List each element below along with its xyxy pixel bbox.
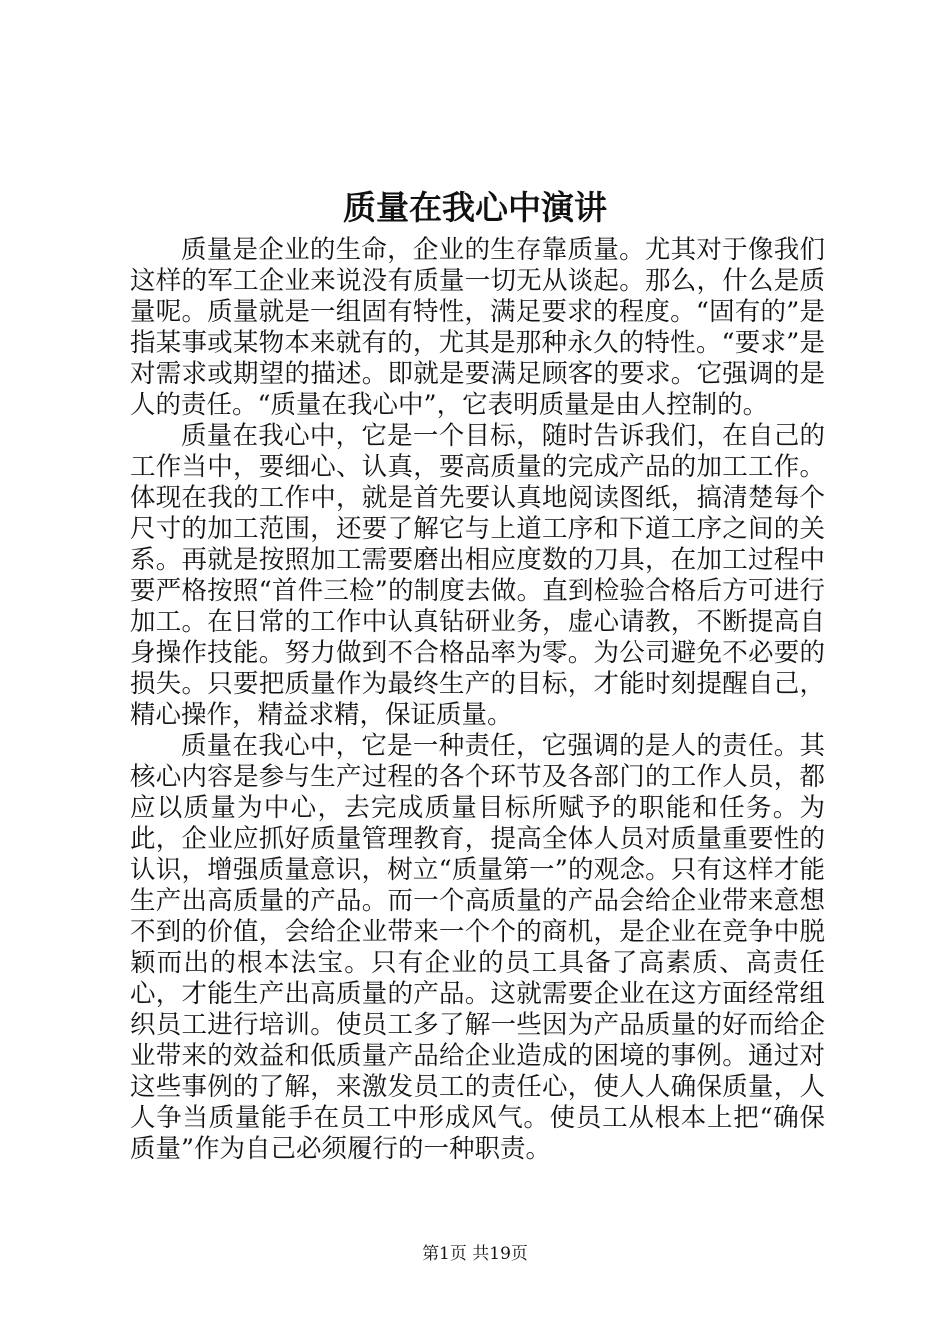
paragraph-1: 质量是企业的生命，企业的生存靠质量。尤其对于像我们这样的军工企业来说没有质量一切无从谈起。那么，什么是质量呢。质量就是一组固有特性，满足要求的程度。“固有的”是指某事或某物本来就有的，尤其是那种永久的特性。“要求”是对需求或期望的描述。即就是要满足顾客的要求。它强调的是人的责任。“质量在我心中”，它表明质量是由人控制的。 [130, 235, 825, 420]
page-footer: 第1页 共19页 [422, 1244, 528, 1264]
document-body [130, 235, 825, 1165]
document-title: 质量在我心中演讲 [343, 188, 607, 227]
paragraph-3: 质量在我心中，它是一种责任，它强调的是人的责任。其核心内容是参与生产过程的各个环节及各部门的工作人员，都应以质量为中心，去完成质量目标所赋予的职能和任务。为此，企业应抓好质量管理教育，提高全体人员对质量重要性的认识，增强质量意识，树立“质量第一”的观念。只有这样才能生产出高质量的产品。而一个高质量的产品会给企业带来意想不到的价值，会给企业带来一个个的商机，是企业在竞争中脱颖而出的根本法宝。只有企业的员工具备了高素质、高责任心，才能生产出高质量的产品。这就需要企业在这方面经常组织员工进行培训。使员工多了解一些因为产品质量的好而给企业带来的效益和低质量产品给企业造成的困境的事例。通过对这些事例的了解，来激发员工的责任心，使人人确保质量，人人争当质量能手在员工中形成风气。使员工从根本上把“确保质量”作为自己必须履行的一种职责。 [130, 731, 825, 1164]
paragraph-2: 质量在我心中，它是一个目标，随时告诉我们，在自己的工作当中，要细心、认真，要高质量的完成产品的加工工作。体现在我的工作中，就是首先要认真地阅读图纸，搞清楚每个尺寸的加工范围，还要了解它与上道工序和下道工序之间的关系。再就是按照加工需要磨出相应度数的刀具，在加工过程中要严格按照“首件三检”的制度去做。直到检验合格后方可进行加工。在日常的工作中认真钻研业务，虚心请教，不断提高自身操作技能。努力做到不合格品率为零。为公司避免不必要的损失。只要把质量作为最终生产的目标，才能时刻提醒自己，精心操作，精益求精，保证质量。 [130, 421, 825, 730]
